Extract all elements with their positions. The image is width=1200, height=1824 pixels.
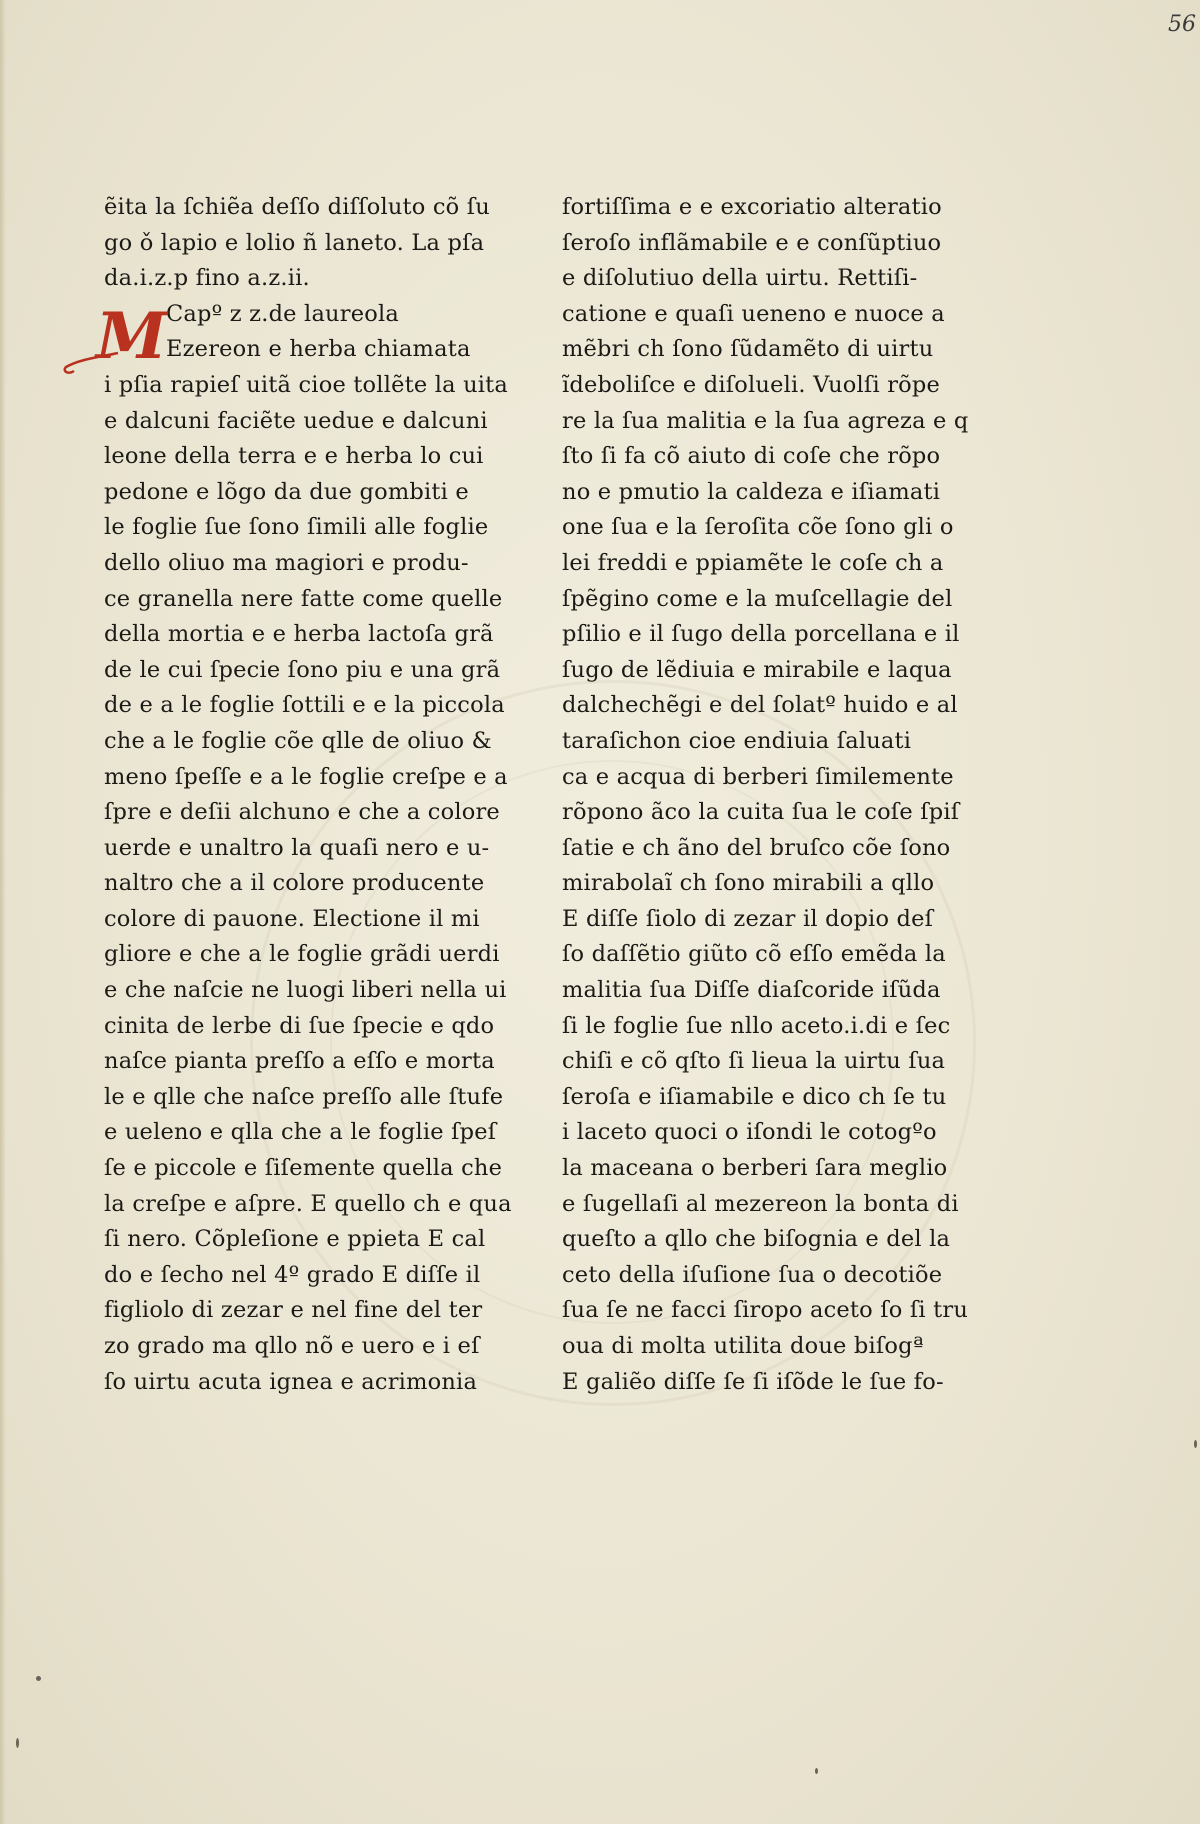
text-line: le e qlle che naſce preſſo alle ſtufe <box>104 1083 504 1110</box>
text-line: e ueleno e qlla che a le foglie ſpeſ <box>104 1119 497 1146</box>
text-line: che a le foglie cõe qlle de oliuo & <box>104 727 492 754</box>
chapter-heading: Capº z z.de laureola <box>166 300 399 327</box>
text-line: della mortia e e herba lactoſa grã <box>104 621 494 648</box>
text-line: naſce pianta preſſo a eſſo e morta <box>104 1048 495 1075</box>
text-line: leone della terra e e herba lo cui <box>104 443 484 470</box>
text-line: dalchechẽgi e del ſolatº huido e al <box>562 692 958 719</box>
text-line: ſpre e deſii alchuno e che a colore <box>104 799 500 826</box>
text-line: e dalcuni faciẽte uedue e dalcuni <box>104 407 488 434</box>
text-line: ceto della iſuſione ſua o decotiõe <box>562 1261 943 1288</box>
text-line: zo grado ma qllo nõ e uero e i eſ <box>104 1333 480 1359</box>
paper-speck <box>16 1738 19 1748</box>
page-edge <box>0 0 6 1824</box>
text-line: taraſichon cioe endiuia ſaluati <box>562 727 912 754</box>
text-line: ſi le foglie ſue nllo aceto.i.di e ſec <box>562 1012 951 1039</box>
text-line: de e a le foglie ſottili e e la piccola <box>104 692 505 719</box>
text-line: colore di pauone. Electione il mi <box>104 905 480 932</box>
illuminated-initial: M <box>96 298 168 374</box>
text-line: ẽita la ſchiẽa deſſo diſſoluto cõ ſu <box>104 194 490 220</box>
text-line: i laceto quoci o iſondi le cotogºo <box>562 1119 937 1146</box>
text-line: ſeroſa e iſiamabile e dico ch ſe tu <box>562 1083 947 1110</box>
text-line: ſo daſſẽtio giũto cõ eſſo emẽda la <box>562 941 946 968</box>
text-line: fortiſſima e e excoriatio alteratio <box>562 194 942 220</box>
text-line: re la ſua malitia e la ſua agreza e q <box>562 407 969 434</box>
text-line: dello oliuo ma magiori e produ- <box>104 549 469 576</box>
text-line: pſilio e il ſugo della porcellana e il <box>562 621 960 648</box>
text-line: catione e quaſi ueneno e nuoce a <box>562 300 945 327</box>
text-line: i pſia rapieſ uitã cioe tollẽte la uita <box>104 371 509 398</box>
text-line: ſto ſi fa cõ aiuto di coſe che rõpo <box>562 443 941 470</box>
text-line: ce granella nere fatte come quelle <box>104 585 503 612</box>
text-line: ĩdeboliſce e diſolueli. Vuolſi rõpe <box>562 371 941 398</box>
text-line: la maceana o berberi ſara meglio <box>562 1155 948 1182</box>
text-line: de le cui ſpecie ſono piu e una grã <box>104 656 501 683</box>
chapter-opening <box>96 297 489 374</box>
text-line: ſugo de lẽdiuia e mirabile e laqua <box>562 656 952 683</box>
text-line: uerde e unaltro la quaſi nero e u- <box>104 834 490 861</box>
text-line: cinita de lerbe di ſue ſpecie e qdo <box>104 1012 495 1039</box>
text-line: Ezereon e herba chiamata <box>166 336 471 363</box>
text-line: one ſua e la ſeroſita cõe ſono gli o <box>562 514 954 541</box>
text-line: chiſi e cõ qſto ſi lieua la uirtu ſua <box>562 1048 946 1075</box>
text-line: ſi nero. Cõpleſione e ppieta E cal <box>104 1226 486 1253</box>
paper-speck <box>36 1676 41 1681</box>
text-line: E diſſe ſiolo di zezar il dopio deſ <box>562 905 934 932</box>
folio-number: 56 <box>1168 12 1196 37</box>
initial-flourish <box>60 349 120 379</box>
text-line: figliolo di zezar e nel fine del ter <box>104 1297 483 1324</box>
text-line: rõpono ãco la cuita ſua le coſe ſpiſ <box>562 799 960 826</box>
text-line: ſatie e ch ãno del bruſco cõe ſono <box>562 834 951 861</box>
text-line: e ſugellaſi al mezereon la bonta di <box>562 1190 959 1217</box>
text-line: no e pmutio la caldeza e iſiamati <box>562 478 941 505</box>
text-line: le foglie ſue ſono ſimili alle foglie <box>104 514 489 541</box>
text-line: ſo uirtu acuta ignea e acrimonia <box>104 1368 478 1395</box>
text-line: lei freddi e ppiamẽte le coſe ch a <box>562 549 944 576</box>
text-line: do e ſecho nel 4º grado E diſſe il <box>104 1261 481 1288</box>
text-line: gliore e che a le foglie grãdi uerdi <box>104 941 500 968</box>
text-line: ca e acqua di berberi ſimilemente <box>562 763 954 790</box>
left-column <box>96 190 512 1400</box>
text-line: naltro che a il colore producente <box>104 870 485 897</box>
text-line: da.i.z.p fino a.z.ii. <box>104 265 310 292</box>
text-line: la creſpe e aſpre. E quello ch e qua <box>104 1190 512 1217</box>
text-line: ſua ſe ne facci ſiropo aceto ſo ſi tru <box>562 1297 969 1324</box>
paper-speck <box>815 1768 818 1774</box>
paper-speck <box>1194 1440 1197 1448</box>
right-column <box>562 190 969 1400</box>
text-line: e diſolutiuo della uirtu. Rettiſi- <box>562 265 918 292</box>
text-line: E galiẽo diſſe ſe ſi iſõde le ſue fo- <box>562 1368 944 1395</box>
text-line: oua di molta utilita doue biſogª <box>562 1333 924 1359</box>
text-line: queſto a qllo che biſognia e del la <box>562 1226 951 1253</box>
text-line: e che naſcie ne luogi liberi nella ui <box>104 977 507 1004</box>
text-line: pedone e lõgo da due gombiti e <box>104 478 469 505</box>
text-line: meno ſpeſſe e a le foglie creſpe e a <box>104 763 508 790</box>
text-line: mirabolaĩ ch ſono mirabili a qllo <box>562 870 935 897</box>
text-line: ſpẽgino come e la muſcellagie del <box>562 585 953 612</box>
text-line: go ǒ lapio e lolio ñ laneto. La pſa <box>104 229 485 256</box>
text-line: ſeroſo inflãmabile e e conſũptiuo <box>562 229 942 256</box>
text-line: malitia ſua Diſſe diaſcoride iſũda <box>562 977 941 1004</box>
text-line: ſe e piccole e ſiſemente quella che <box>104 1155 503 1182</box>
text-line: mẽbri ch ſono ſũdamẽto di uirtu <box>562 336 934 363</box>
